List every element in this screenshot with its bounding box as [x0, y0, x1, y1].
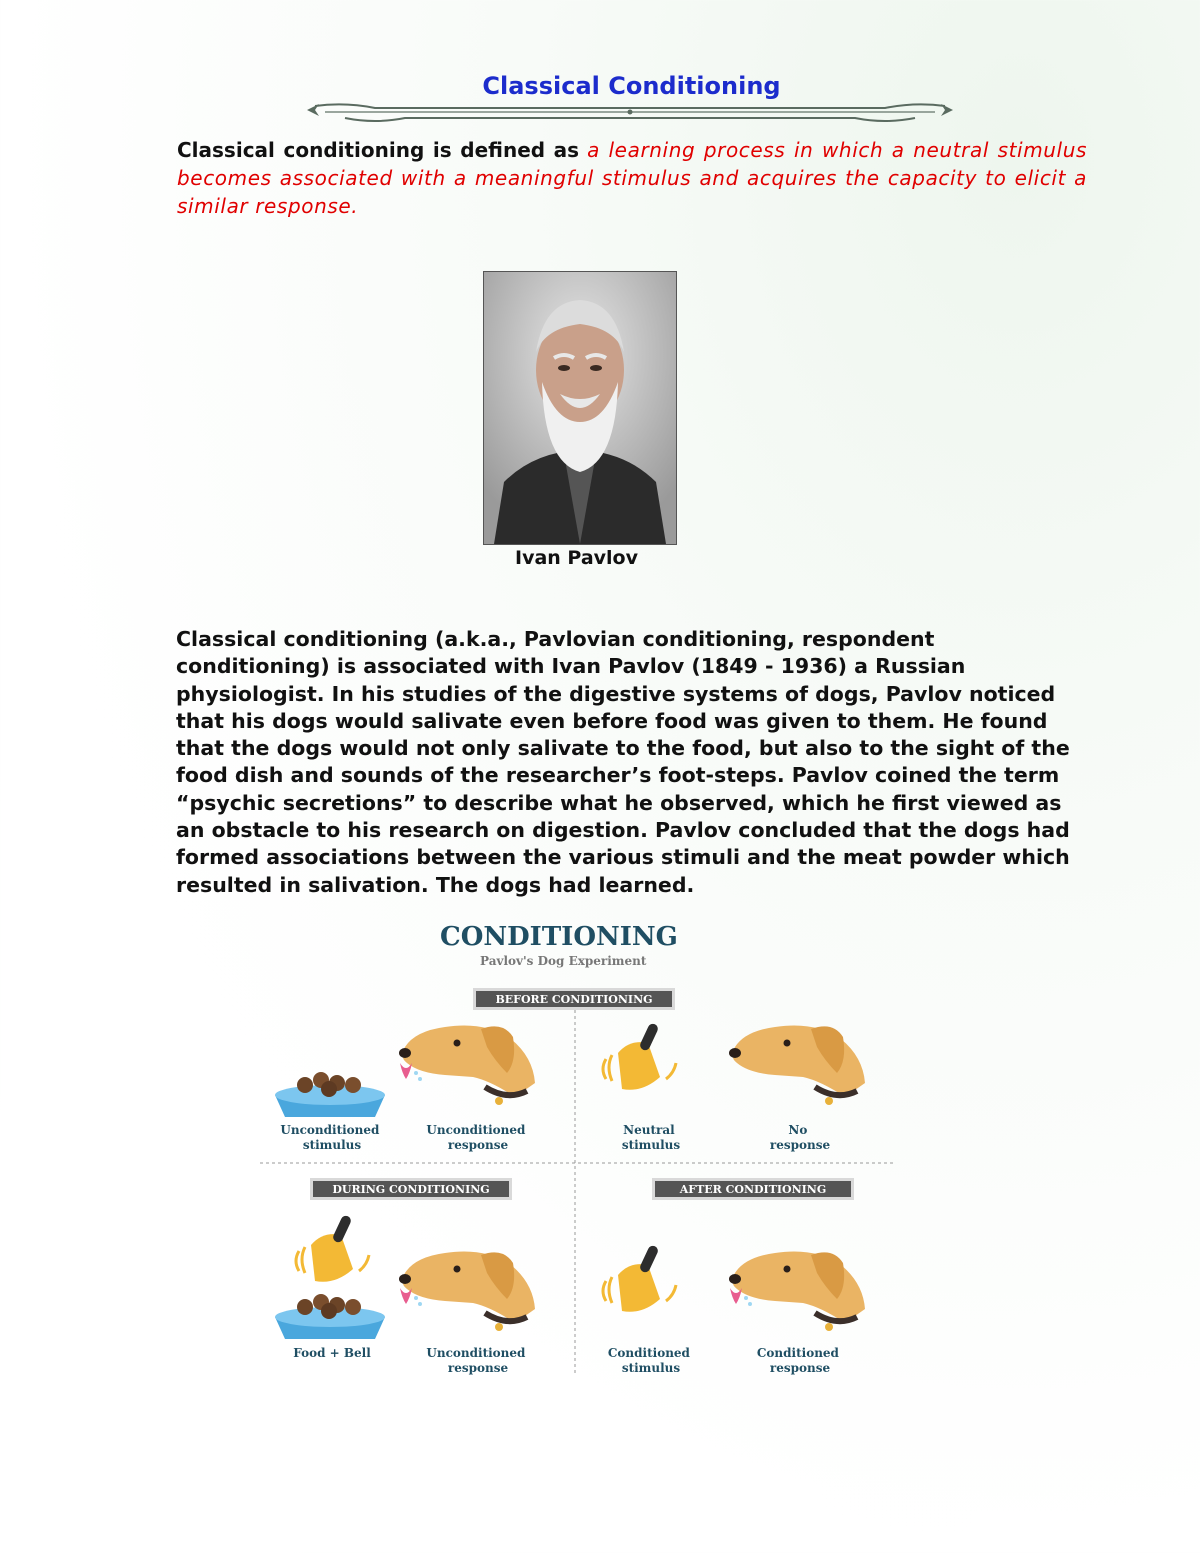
food-bowl-icon — [275, 1072, 385, 1117]
definition-lead: Classical conditioning is defined as — [177, 138, 580, 162]
caption-unconditioned-response: Unconditioned response — [426, 1123, 526, 1152]
portrait-caption: Ivan Pavlov — [515, 547, 638, 569]
dog-no-response-icon — [729, 1026, 865, 1106]
after-conditioning-label: AFTER CONDITIONING — [679, 1183, 827, 1196]
ornamental-divider — [305, 98, 955, 130]
bell-icon — [603, 1022, 676, 1090]
conditioned-dog-icon — [729, 1252, 865, 1332]
definition-quote: a learning process in which a neutral stimulus becomes associated with a meaningful stimulus and acquires the capacity to elicit a similar response. — [177, 138, 1088, 218]
salivating-dog-icon — [399, 1252, 535, 1332]
body-paragraph: Classical conditioning (a.k.a., Pavlovian conditioning, respondent conditioning) is associated with Ivan Pavlov (1849 - 1936) a Russian physiologist. In his studies of the digestive systems of dogs, Pavlov noticed that his dogs would salivate even before food was given to them. He found that the dogs would not only salivate to the food, but also to the sight of the food dish and sounds of the researcher’s foot-steps. Pavlov coined the term “psychic secretions” to describe what he observed, which he first viewed as an obstacle to his research on digestion. Pavlov concluded that the dogs had formed associations between the various stimuli and the meat powder which resulted in salivation. The dogs had learned. — [176, 627, 1070, 897]
definition-paragraph — [177, 136, 1087, 220]
during-conditioning-label: DURING CONDITIONING — [332, 1183, 490, 1196]
bell-icon — [296, 1214, 369, 1282]
bell-icon — [603, 1244, 676, 1312]
caption-conditioned-stimulus: Conditioned stimulus — [607, 1346, 690, 1375]
caption-unconditioned-stimulus: Unconditioned stimulus — [280, 1123, 380, 1152]
caption-during-unconditioned-response: Unconditioned response — [426, 1346, 526, 1375]
before-conditioning-label: BEFORE CONDITIONING — [495, 993, 653, 1006]
food-bowl-icon — [275, 1294, 385, 1339]
infographic-subtitle: Pavlov's Dog Experiment — [480, 954, 647, 968]
caption-conditioned-response: Conditioned response — [756, 1346, 839, 1375]
pavlov-portrait — [483, 271, 677, 545]
caption-food-bell: Food + Bell — [293, 1346, 371, 1360]
salivating-dog-icon — [399, 1026, 535, 1106]
infographic-title: CONDITIONING — [440, 922, 678, 952]
conditioning-infographic — [255, 915, 900, 1385]
caption-no-response: No response — [769, 1123, 831, 1152]
page-title: Classical Conditioning — [482, 72, 781, 100]
caption-neutral-stimulus: Neutral stimulus — [621, 1123, 681, 1152]
